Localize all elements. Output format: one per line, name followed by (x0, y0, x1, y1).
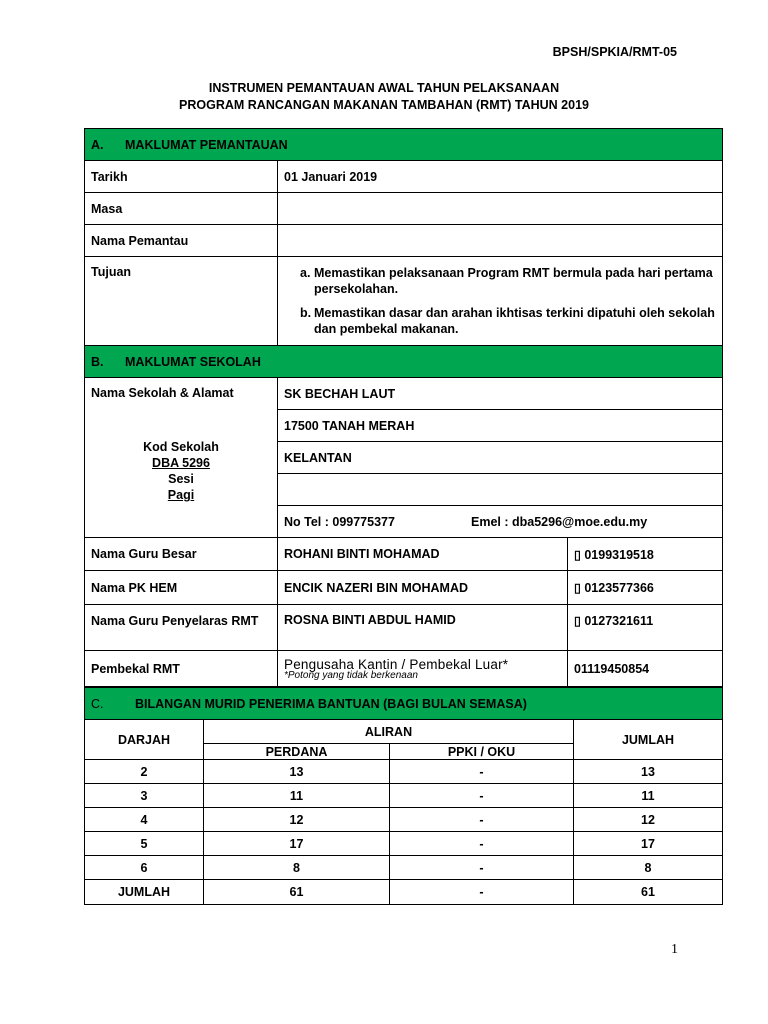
section-a-title: MAKLUMAT PEMANTAUAN (125, 137, 288, 152)
section-a-header (85, 129, 723, 161)
table-row (85, 760, 723, 784)
table-row (85, 832, 723, 856)
tel-value: No Tel : 099775377 (284, 514, 395, 529)
perdana-cell[interactable]: 17 (204, 832, 390, 856)
info-table (84, 128, 723, 687)
pembekal-row (85, 651, 723, 687)
perdana-cell[interactable]: 8 (204, 856, 390, 880)
ppki-cell[interactable]: - (390, 832, 574, 856)
pembekal-note: *Potong yang tidak berkenaan (284, 669, 418, 681)
darjah-cell: 3 (85, 784, 204, 808)
title-line-1: INSTRUMEN PEMANTAUAN AWAL TAHUN PELAKSANAAN (208, 81, 560, 95)
tujuan-list (278, 257, 723, 346)
perdana-cell[interactable]: 61 (204, 880, 390, 905)
jumlah-cell[interactable]: 8 (574, 856, 723, 880)
alamat-2[interactable]: 17500 TANAH MERAH (278, 410, 723, 442)
kod-value: DBA 5296 (152, 456, 210, 470)
ppki-cell[interactable]: - (390, 760, 574, 784)
tarikh-row (85, 161, 723, 193)
alamat-4[interactable] (278, 474, 723, 506)
pemantau-label: Nama Pemantau (85, 225, 278, 257)
jumlah-cell[interactable]: 17 (574, 832, 723, 856)
col-ppki: PPKI / OKU (390, 744, 574, 760)
table-row (85, 808, 723, 832)
tujuan-letter: b. (300, 306, 312, 320)
col-jumlah: JUMLAH (574, 720, 723, 760)
ppki-cell[interactable]: - (390, 784, 574, 808)
alamat-row-1 (85, 378, 723, 410)
penyelaras-value[interactable]: ROSNA BINTI ABDUL HAMID (278, 605, 568, 651)
guru-besar-label: Nama Guru Besar (85, 538, 278, 571)
penyelaras-phone[interactable]: ▯ 0127321611 (568, 605, 723, 651)
tujuan-item (284, 305, 716, 337)
section-b-num: B. (91, 354, 104, 369)
alamat-1[interactable]: SK BECHAH LAUT (278, 378, 723, 410)
ppki-cell[interactable]: - (390, 808, 574, 832)
tujuan-label: Tujuan (85, 257, 278, 346)
perdana-cell[interactable]: 12 (204, 808, 390, 832)
ppki-cell[interactable]: - (390, 880, 574, 905)
jumlah-cell[interactable]: 12 (574, 808, 723, 832)
tarikh-value[interactable]: 01 Januari 2019 (278, 161, 723, 193)
pembekal-value[interactable]: Pengusaha Kantin / Pembekal Luar* (284, 656, 509, 672)
darjah-cell: JUMLAH (85, 880, 204, 905)
murid-rows (85, 760, 723, 905)
col-perdana: PERDANA (204, 744, 390, 760)
darjah-cell: 6 (85, 856, 204, 880)
table-row (85, 856, 723, 880)
section-c-header (85, 688, 723, 720)
guru-besar-value[interactable]: ROHANI BINTI MOHAMAD (278, 538, 568, 571)
contact-cell (278, 506, 723, 538)
masa-value[interactable] (278, 193, 723, 225)
col-header-row-1 (85, 720, 723, 744)
tujuan-letter: a. (300, 266, 311, 280)
section-a-num: A. (91, 137, 104, 152)
title-line-2: PROGRAM RANCANGAN MAKANAN TAMBAHAN (RMT) TAHUN 2019 (179, 98, 589, 112)
pemantau-row (85, 225, 723, 257)
section-c-num: C. (91, 696, 104, 711)
document-title (0, 80, 768, 114)
guru-besar-row (85, 538, 723, 571)
penyelaras-row (85, 605, 723, 651)
tujuan-row (85, 257, 723, 346)
page-number: 1 (671, 942, 678, 957)
perdana-cell[interactable]: 11 (204, 784, 390, 808)
guru-besar-phone[interactable]: ▯ 0199319518 (568, 538, 723, 571)
pembekal-cell (278, 651, 568, 687)
pk-hem-phone[interactable]: ▯ 0123577366 (568, 571, 723, 605)
masa-label: Masa (85, 193, 278, 225)
pk-hem-row (85, 571, 723, 605)
jumlah-cell[interactable]: 13 (574, 760, 723, 784)
sesi-value: Pagi (167, 488, 195, 502)
table-row-total (85, 880, 723, 905)
kod-label: Kod Sekolah (143, 440, 219, 454)
darjah-cell: 4 (85, 808, 204, 832)
tujuan-text: Memastikan dasar dan arahan ikhtisas terkini dipatuhi oleh sekolah dan pembekal makanan. (314, 306, 715, 336)
tujuan-text: Memastikan pelaksanaan Program RMT bermula pada hari pertama persekolahan. (314, 266, 713, 296)
masa-row (85, 193, 723, 225)
penyelaras-label: Nama Guru Penyelaras RMT (85, 605, 278, 651)
jumlah-cell[interactable]: 61 (574, 880, 723, 905)
murid-table (84, 687, 723, 905)
pembekal-phone[interactable]: 01119450854 (568, 651, 723, 687)
nama-alamat-label: Nama Sekolah & Alamat (91, 386, 234, 400)
darjah-cell: 2 (85, 760, 204, 784)
tujuan-item (284, 265, 716, 297)
ppki-cell[interactable]: - (390, 856, 574, 880)
tarikh-label: Tarikh (85, 161, 278, 193)
section-b-title: MAKLUMAT SEKOLAH (125, 354, 261, 369)
sekolah-label-cell (85, 378, 278, 538)
table-row (85, 784, 723, 808)
section-b-header (85, 346, 723, 378)
sesi-label: Sesi (168, 472, 194, 486)
pk-hem-label: Nama PK HEM (85, 571, 278, 605)
document-code: BPSH/SPKIA/RMT-05 (552, 45, 677, 59)
emel-value: Emel : dba5296@moe.edu.my (471, 514, 648, 529)
kod-sesi-block (91, 439, 271, 503)
pk-hem-value[interactable]: ENCIK NAZERI BIN MOHAMAD (278, 571, 568, 605)
jumlah-cell[interactable]: 11 (574, 784, 723, 808)
section-c-title: BILANGAN MURID PENERIMA BANTUAN (BAGI BULAN SEMASA) (135, 696, 527, 711)
pembekal-label: Pembekal RMT (85, 651, 278, 687)
col-darjah: DARJAH (85, 720, 204, 760)
darjah-cell: 5 (85, 832, 204, 856)
perdana-cell[interactable]: 13 (204, 760, 390, 784)
alamat-3[interactable]: KELANTAN (278, 442, 723, 474)
pemantau-value[interactable] (278, 225, 723, 257)
col-aliran: ALIRAN (204, 720, 574, 744)
